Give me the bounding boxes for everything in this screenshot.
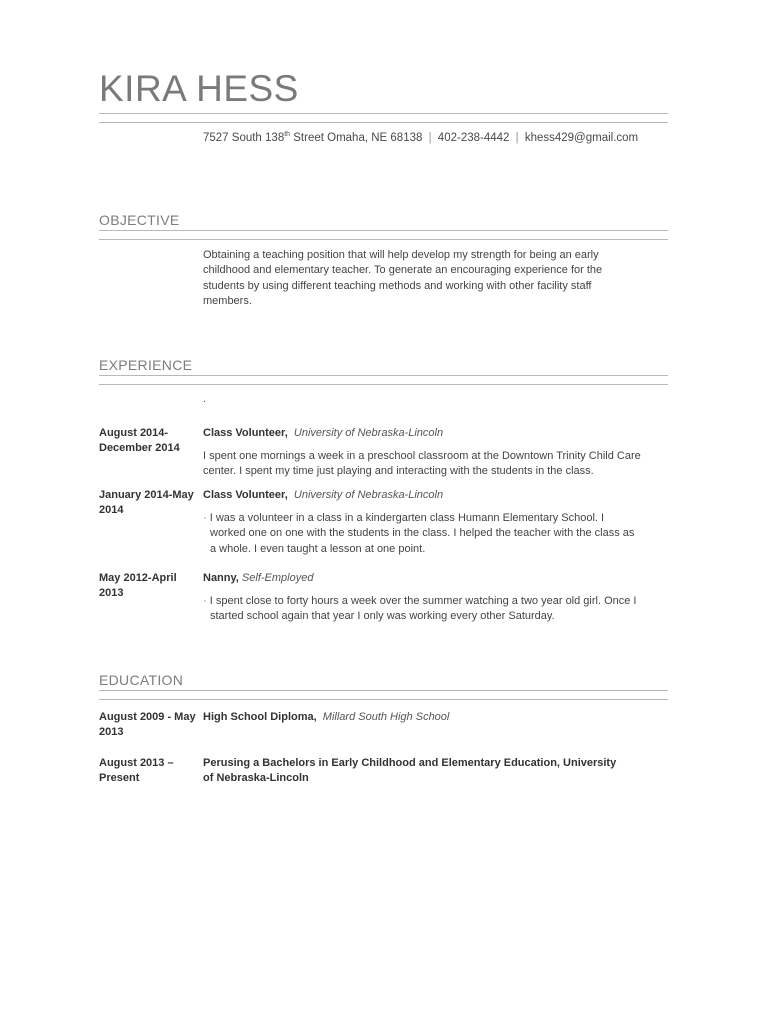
header-rule-top [99, 113, 668, 114]
education-rule-top [99, 690, 668, 691]
stray-mark: . [203, 393, 207, 405]
experience-bullet [203, 511, 640, 557]
objective-rule-bottom [99, 239, 668, 240]
experience-date: January 2014-May 2014 [99, 489, 194, 517]
experience-description: I spent one mornings a week in a preschool classroom at the Downtown Trinity Child Care center. I spent my time just playing and interacting with the students in the class. [203, 450, 641, 478]
education-date: August 2013 – Present [99, 757, 174, 785]
education-entry [203, 710, 449, 725]
education-degree: Perusing a Bachelors in Early Childhood and Elementary Education, University of Nebraska-Lincoln [203, 757, 617, 785]
role-organization: University of Nebraska-Lincoln [293, 489, 444, 501]
experience-bullet [203, 594, 640, 625]
education-date: August 2009 - May 2013 [99, 711, 196, 739]
experience-description: I spent close to forty hours a week over the summer watching a two year old girl. Once I started school again that year I only was working every other Saturday. [209, 595, 637, 623]
contact-line [203, 130, 638, 146]
address-prefix: 7527 South 138 [203, 132, 285, 144]
resume-name: KIRA HESS [99, 68, 299, 109]
experience-role [203, 426, 443, 441]
experience-date: May 2012-April 2013 [99, 572, 177, 600]
email[interactable]: khess429@gmail.com [524, 132, 639, 144]
role-title: Class Volunteer, [203, 427, 288, 439]
experience-role [203, 571, 313, 586]
role-organization: Self-Employed [241, 572, 314, 584]
address-superscript: th [284, 131, 291, 139]
role-title: Nanny, [203, 572, 239, 584]
experience-heading: EXPERIENCE [99, 357, 193, 373]
experience-description: I was a volunteer in a class in a kindergarten class Humann Elementary School. I worked one on one with the students in the class. I helped the teacher with the class as a whole. I even taught a lesson at one point. [209, 512, 635, 555]
objective-rule-top [99, 230, 668, 231]
address-suffix: Street Omaha, NE 68138 [290, 132, 423, 144]
education-heading: EDUCATION [99, 672, 184, 688]
experience-rule-top [99, 375, 668, 376]
experience-rule-bottom [99, 384, 668, 385]
contact-separator: | [428, 132, 432, 144]
role-title: Class Volunteer, [203, 489, 288, 501]
bullet-icon: · [203, 512, 207, 524]
objective-heading: OBJECTIVE [99, 212, 180, 228]
education-degree: High School Diploma, [203, 711, 317, 723]
phone: 402-238-4442 [437, 132, 510, 144]
contact-separator: | [515, 132, 519, 144]
education-rule-bottom [99, 699, 668, 700]
role-organization: University of Nebraska-Lincoln [293, 427, 444, 439]
experience-date: August 2014- December 2014 [99, 427, 180, 455]
bullet-icon: · [203, 595, 207, 607]
experience-role [203, 488, 443, 503]
education-school: Millard South High School [322, 711, 450, 723]
header-rule-bottom [99, 122, 668, 123]
objective-text: Obtaining a teaching position that will help develop my strength for being an early childhood and elementary teacher. To generate an encouraging experience for the students by using different teaching methods and working with other facility staff members. [203, 249, 603, 307]
